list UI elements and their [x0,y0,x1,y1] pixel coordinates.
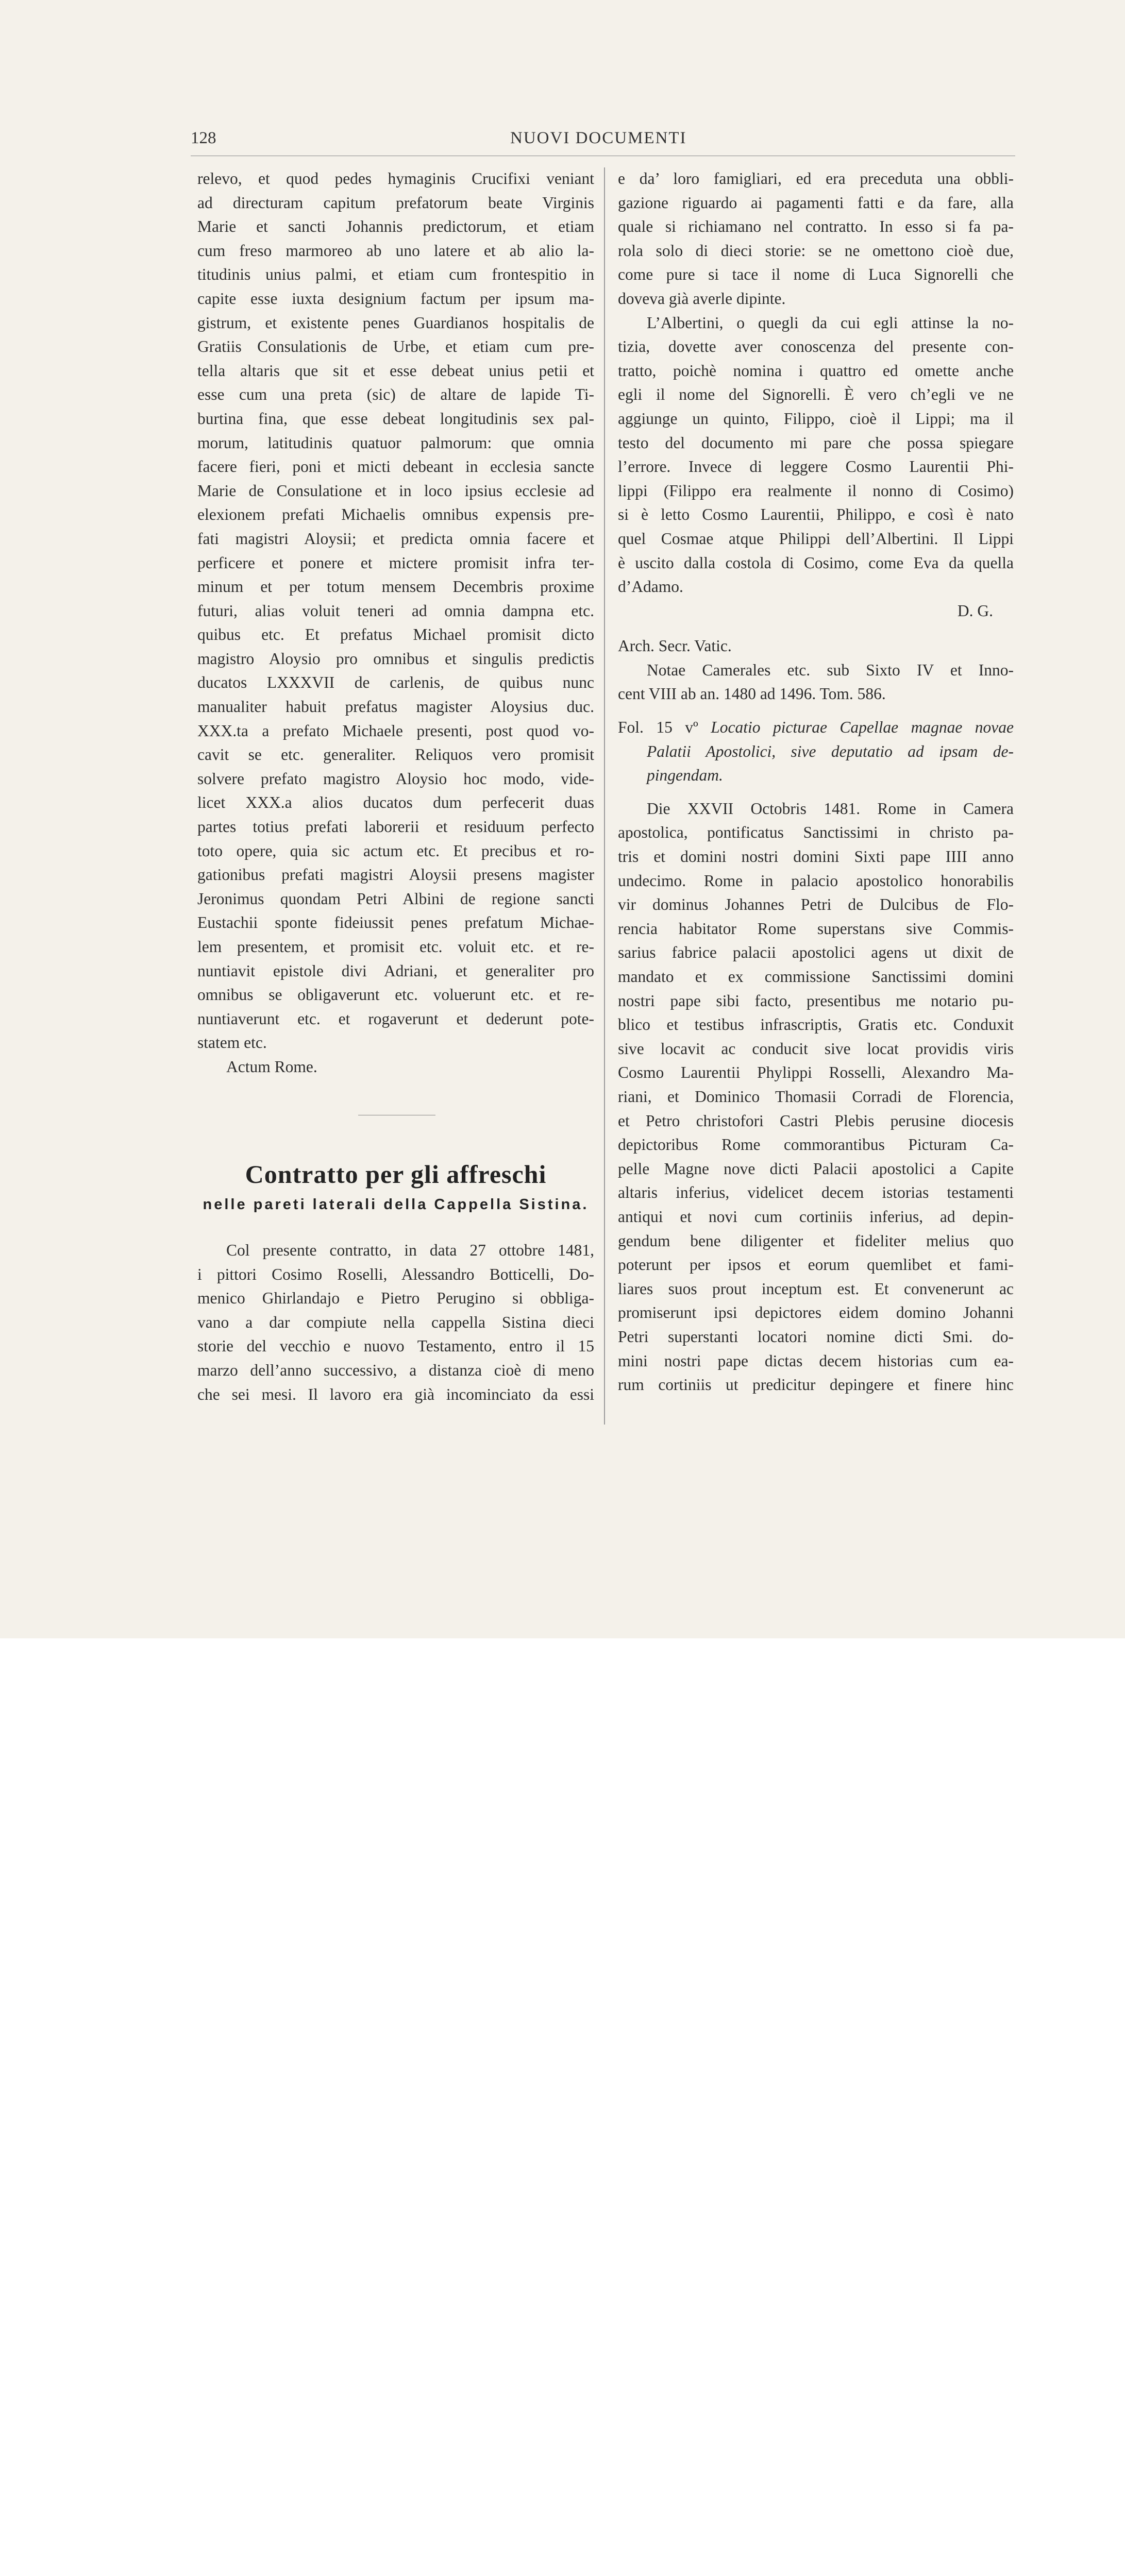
text-line: Notae Camerales etc. sub Sixto IV et Inno- [647,660,1014,679]
text-line: Cosmo Laurentii Phylippi Rosselli, Alexandro Ma- [618,1063,1014,1082]
text-line: Palatii Apostolici, sive deputatio ad ipsam de- [647,742,1014,760]
spacer [618,623,1014,634]
text-line: licet XXX.a alios ducatos dum perfecerit duas [197,793,594,812]
text-line: omnibus se obligaverunt etc. voluerunt etc. et re- [197,986,594,1004]
text-line: menico Ghirlandajo e Pietro Perugino si obbliga- [197,1289,594,1308]
running-head [191,129,1015,151]
left-column-bottom [197,1239,594,1406]
text-line: fati magistri Aloysii; et predicta omnia facere et [197,529,594,548]
section-subtitle: nelle pareti laterali della Cappella Sistina. [203,1196,589,1213]
text-line: pelle Magne nove dicti Palacii apostolici a Capite [618,1159,1014,1178]
spacer [618,788,1014,797]
text-line: l’errore. Invece di leggere Cosmo Laurentii Phi- [618,457,1014,476]
text-line: nuntiavit epistole divi Adriani, et generaliter pro [197,961,594,980]
text-line: perficere et ponere et mictere promisit infra ter- [197,553,594,572]
text-line: minum et per totum mensem Decembris proxime [197,578,594,596]
text-line: burtina fina, que esse debeat longitudinis sex pal- [197,409,594,428]
text-line: antiqui et novi cum cortiniis inferius, ad depin- [618,1207,1014,1226]
text-line: magistro Aloysio pro omnibus et singulis predictis [197,649,594,668]
text-line: marzo dell’anno successivo, a distanza cioè di meno [197,1361,594,1379]
text-line: futuri, alias voluit teneri ad omnia dampna etc. [197,601,594,620]
text-line: titudinis unius palmi, et etiam cum frontespitio in [197,265,594,284]
text-line: capite esse iuxta designium factum per ipsum ma- [197,289,594,308]
text-line: quale si richiamano nel contratto. In esso si fa pa- [618,217,1014,236]
text-line: è uscito dalla costola di Cosimo, come Eva da quella [618,553,1014,572]
text-line: ducatos LXXXVII de carlenis, de quibus nunc [197,673,594,692]
text-line: altaris inferius, videlicet decem istorias testamenti [618,1183,1014,1202]
text-line: XXX.ta a prefato Michaele presenti, post quod vo- [197,721,594,740]
text-line: Actum Rome. [226,1057,317,1076]
section-title: Contratto per gli affreschi [245,1160,547,1189]
text-line: undecimo. Rome in palacio apostolico honorabilis [618,871,1014,890]
text-line: liares suos prout inceptum est. Et convenerunt ac [618,1279,1014,1298]
text-line: Gratiis Consulationis de Urbe, et etiam cum pre- [197,337,594,356]
text-line: nostri pape sibi facto, presentibus me notario pu- [618,991,1014,1010]
text-line: Eustachii sponte fideiussit penes prefatum Michae- [197,913,594,932]
text-line: gazione riguardo ai pagamenti fatti e da fare, alla [618,193,1014,212]
text-line: mini nostri pape dictas decem historias cum ea- [618,1351,1014,1370]
text-line: Die XXVII Octobris 1481. Rome in Camera [647,799,1014,818]
text-line: rencia habitator Rome superstans sive Commis- [618,919,1014,938]
text-line: solvere prefato magistro Aloysio hoc modo, vide- [197,769,594,788]
text-line: storie del vecchio e nuovo Testamento, entro il 15 [197,1337,594,1355]
text-line: Petri superstanti locatori nomine dicti Smi. do- [618,1327,1014,1346]
text-line: Marie et sancti Johannis predictorum, et etiam [197,217,594,236]
text-line: gationibus prefati magistri Aloysii presens magister [197,866,594,884]
text-line: toto opere, quia sic actum etc. Et precibus et ro- [197,841,594,860]
text-line: D. G. [957,601,993,620]
text-line: tella altaris que sit et esse debeat unius petii et [197,361,594,380]
text-line: sive locavit ac conducit sive locat providis viris [618,1039,1014,1058]
text-line: morum, latitudinis quatuor palmorum: que omnia [197,433,594,452]
text-line: Arch. Secr. Vatic. [618,637,732,655]
text-line: quel Cosmae atque Philippi dell’Albertini. Il Lippi [618,529,1014,548]
text-line: quibus etc. Et prefatus Michael promisit dicto [197,625,594,644]
text-line: aggiunge un quinto, Filippo, cioè il Lippi; ma il [618,409,1014,428]
text-line: blico et testibus infrascriptis, Gratis etc. Conduxit [618,1015,1014,1034]
text-line: i pittori Cosimo Roselli, Alessandro Botticelli, Do- [197,1265,594,1283]
column-divider [604,167,605,1425]
text-line: esse cum una preta (sic) de altare de lapide Ti- [197,385,594,404]
text-line: statem etc. [197,1033,267,1052]
text-line: mandato et ex commissione Sanctissimi domini [618,968,1014,986]
text-line: promiserunt ipsi depictores eidem domino Johanni [618,1303,1014,1322]
text-line: vano a dar compiute nella cappella Sistina dieci [197,1313,594,1331]
text-line: cent VIII ab an. 1480 ad 1496. Tom. 586. [618,685,886,703]
text-line: lem presentem, et promisit etc. voluit etc. et re- [197,938,594,956]
text-line: nuntiaverunt etc. et rogaverunt et dederunt pote- [197,1009,594,1028]
text-line: et Petro christofori Castri Plebis perusine diocesis [618,1111,1014,1130]
folio-title: Locatio picturae Capellae magnae novae [711,718,1014,737]
text-line: facere fieri, poni et micti debeant in ecclesia sancte [197,457,594,476]
spacer [618,706,1014,716]
text-line: manualiter habuit prefatus magister Aloysius duc. [197,698,594,716]
text-line: come pure si tace il nome di Luca Signorelli che [618,265,1014,284]
text-line: gistrum, et existente penes Guardianos hospitalis de [197,313,594,332]
text-line: rola solo di dieci storie: se ne omettono cioè due, [618,241,1014,260]
folio-caption [618,716,1014,740]
text-line: tris et domini nostri domini Sixti pape IIII anno [618,848,1014,866]
text-line: rum cortiniis ut predicitur depingere et finere hinc [618,1376,1014,1394]
text-line: depictoribus Rome commorantibus Picturam Ca- [618,1136,1014,1154]
text-line: sarius fabrice palacii apostolici agens ut dixit de [618,943,1014,962]
text-line: tratto, poichè nomina i quattro ed omette anche [618,361,1014,380]
text-line: tizia, dovette aver conoscenza del presente con- [618,337,1014,356]
text-line: doveva già averle dipinte. [618,289,786,308]
text-line: Marie de Consulatione et in loco ipsius ecclesie ad [197,481,594,500]
text-line: lippi (Filippo era realmente il nonno di Cosimo) [618,481,1014,500]
page-number: 128 [191,129,216,147]
text-line: egli il nome del Signorelli. È vero ch’egli ve ne [618,385,1014,404]
text-line: pingendam. [647,766,723,785]
text-line: Col presente contratto, in data 27 ottobre 1481, [226,1241,594,1259]
folio-prefix: Fol. 15 vº [618,718,711,737]
text-line: testo del documento mi pare che possa spiegare [618,433,1014,452]
text-line: apostolica, pontificatus Sanctissimi in christo pa- [618,823,1014,842]
text-line: partes totius prefati laborerii et residuum perfecto [197,818,594,836]
text-line: cavit se etc. generaliter. Reliquos vero promisit [197,745,594,764]
left-column [197,167,594,1079]
text-line: che sei mesi. Il lavoro era già incominciato da essi [197,1385,594,1403]
text-line: relevo, et quod pedes hymaginis Crucifixi veniant [197,170,594,188]
text-line: ad directuram capitum prefatorum beate Virginis [197,193,594,212]
footer [0,1638,1125,1720]
text-line: d’Adamo. [618,578,683,596]
text-line: L’Albertini, o quegli da cui egli attinse la no- [647,313,1014,332]
right-column [618,167,1014,1397]
text-line: elexionem prefati Michaelis omnibus expensis pre- [197,505,594,524]
running-title: NUOVI DOCUMENTI [510,129,687,147]
text-line: vir dominus Johannes Petri de Dulcibus de Flo- [618,895,1014,914]
text-line: cum freso marmoreo ab uno latere et ab alio la- [197,241,594,260]
text-line: poterunt per ipsos et eorum quemlibet et fami- [618,1256,1014,1274]
text-line: e da’ loro famigliari, ed era preceduta una obbli- [618,170,1014,188]
text-line: si è letto Cosmo Laurentii, Philippo, e così è nato [618,505,1014,524]
text-line: Jeronimus quondam Petri Albini de regione sancti [197,889,594,908]
text-line: gendum bene diligenter et fideliter melius quo [618,1231,1014,1250]
text-line: riani, et Dominico Thomasii Corradi de Florencia, [618,1087,1014,1106]
